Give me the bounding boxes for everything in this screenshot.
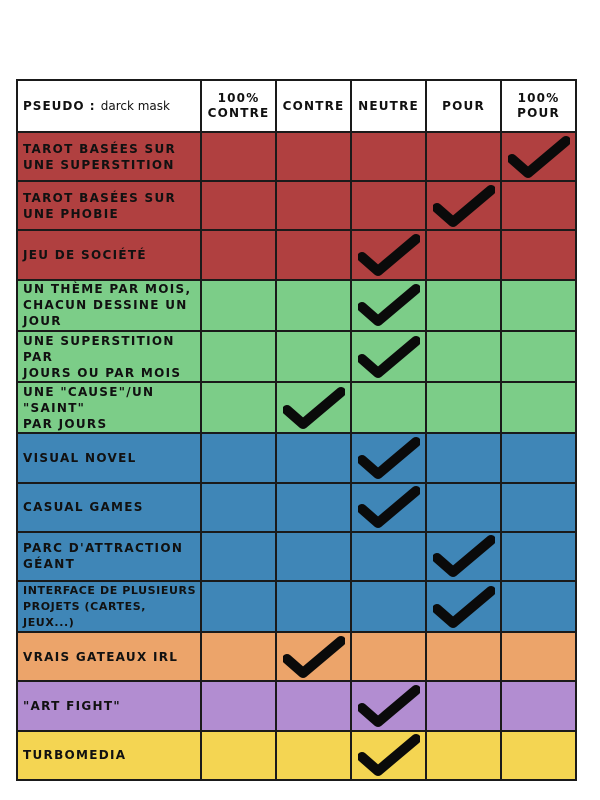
opinion-grid — [16, 79, 577, 781]
row-label — [17, 230, 201, 279]
row-label-line1: UNE SUPERSTITION PAR — [23, 333, 175, 364]
rating-cell[interactable] — [426, 382, 501, 433]
column-header-line1: 100% — [517, 91, 560, 105]
rating-cell[interactable] — [351, 382, 426, 433]
row-label — [17, 532, 201, 581]
rating-cell[interactable] — [201, 483, 276, 532]
table-row — [17, 132, 576, 181]
rating-cell[interactable] — [501, 433, 576, 482]
rating-cell[interactable] — [501, 731, 576, 780]
rating-cell[interactable] — [501, 483, 576, 532]
rating-cell[interactable] — [501, 632, 576, 681]
rating-cell[interactable] — [276, 230, 351, 279]
table-row — [17, 483, 576, 532]
rating-cell[interactable] — [351, 483, 426, 532]
rating-cell[interactable] — [351, 532, 426, 581]
table-row — [17, 681, 576, 730]
row-label — [17, 280, 201, 331]
checkmark-icon — [358, 335, 420, 379]
row-label-line1: TURBOMEDIA — [23, 748, 127, 763]
column-header-line1: POUR — [442, 98, 485, 113]
rating-cell[interactable] — [351, 280, 426, 331]
pseudo-value: darck mask — [100, 98, 170, 113]
row-label — [17, 331, 201, 382]
row-label — [17, 632, 201, 681]
table-row — [17, 632, 576, 681]
rating-cell[interactable] — [276, 483, 351, 532]
rating-cell[interactable] — [426, 483, 501, 532]
rating-cell[interactable] — [276, 632, 351, 681]
rating-cell[interactable] — [351, 681, 426, 730]
rating-cell[interactable] — [276, 280, 351, 331]
column-header-pour — [426, 80, 501, 132]
rating-cell[interactable] — [351, 632, 426, 681]
checkmark-icon — [283, 386, 345, 430]
row-label-line1: "ART FIGHT" — [23, 699, 121, 714]
rating-cell[interactable] — [201, 382, 276, 433]
row-label — [17, 681, 201, 730]
rating-cell[interactable] — [351, 331, 426, 382]
column-header-100-pour — [501, 80, 576, 132]
rating-cell[interactable] — [276, 132, 351, 181]
checkmark-icon — [358, 283, 420, 327]
table-row — [17, 230, 576, 279]
table-row — [17, 280, 576, 331]
pseudo-cell — [17, 80, 201, 132]
rating-cell[interactable] — [201, 681, 276, 730]
rating-cell[interactable] — [276, 433, 351, 482]
checkmark-icon — [283, 635, 345, 679]
row-label — [17, 731, 201, 780]
rating-cell[interactable] — [201, 433, 276, 482]
rating-cell[interactable] — [201, 280, 276, 331]
rating-cell[interactable] — [426, 681, 501, 730]
rating-cell[interactable] — [501, 230, 576, 279]
rating-cell[interactable] — [276, 681, 351, 730]
column-header-line2: POUR — [517, 106, 560, 120]
row-label-line1: TAROT BASÉES SUR — [23, 141, 177, 156]
row-label-line1: UNE "CAUSE"/UN "SAINT" — [23, 384, 155, 415]
rating-cell[interactable] — [351, 731, 426, 780]
row-label-line2: UNE PHOBIE — [23, 206, 120, 221]
row-label-line1: CASUAL GAMES — [23, 500, 144, 515]
rating-cell[interactable] — [501, 581, 576, 632]
table-row — [17, 532, 576, 581]
column-header-100-contre — [201, 80, 276, 132]
column-header-line1: NEUTRE — [358, 98, 419, 113]
rating-cell[interactable] — [351, 230, 426, 279]
rating-cell[interactable] — [351, 433, 426, 482]
rating-cell[interactable] — [426, 532, 501, 581]
row-label-line1: INTERFACE DE PLUSIEURS — [23, 583, 197, 597]
row-label-line2: PROJETS (CARTES, JEUX...) — [23, 599, 147, 629]
checkmark-icon — [358, 436, 420, 480]
table-row — [17, 433, 576, 482]
rating-cell[interactable] — [351, 132, 426, 181]
rating-cell[interactable] — [501, 382, 576, 433]
checkmark-icon — [358, 733, 420, 777]
checkmark-icon — [358, 485, 420, 529]
pseudo-label: PSEUDO : — [23, 98, 96, 113]
column-header-line2: CONTRE — [207, 106, 270, 120]
checkmark-icon — [358, 684, 420, 728]
row-label-line2: UNE SUPERSTITION — [23, 157, 175, 172]
rating-cell[interactable] — [201, 230, 276, 279]
rating-cell[interactable] — [426, 731, 501, 780]
rating-cell[interactable] — [276, 581, 351, 632]
rating-cell[interactable] — [201, 181, 276, 230]
rating-cell[interactable] — [426, 632, 501, 681]
row-label — [17, 382, 201, 433]
table-row — [17, 581, 576, 632]
table-row — [17, 731, 576, 780]
row-label-line2: PAR JOURS — [23, 416, 108, 431]
rating-cell[interactable] — [201, 532, 276, 581]
row-label-line1: VISUAL NOVEL — [23, 451, 137, 465]
column-header-line1: CONTRE — [282, 98, 345, 113]
rating-cell[interactable] — [351, 581, 426, 632]
table-row — [17, 382, 576, 433]
row-label-line1: PARC D'ATTRACTION — [23, 541, 184, 556]
row-label — [17, 132, 201, 181]
checkmark-icon — [358, 233, 420, 277]
rating-cell[interactable] — [201, 331, 276, 382]
column-header-neutre — [351, 80, 426, 132]
row-label — [17, 483, 201, 532]
rating-cell[interactable] — [426, 181, 501, 230]
header-row — [17, 80, 576, 132]
row-label-line2: JOURS OU PAR MOIS — [23, 365, 182, 380]
rating-cell[interactable] — [426, 433, 501, 482]
row-label-line2: CHACUN DESSINE UN JOUR — [23, 298, 188, 329]
rating-cell[interactable] — [501, 532, 576, 581]
rating-cell[interactable] — [276, 532, 351, 581]
rating-cell[interactable] — [426, 331, 501, 382]
rating-cell[interactable] — [276, 331, 351, 382]
row-label-line1: VRAIS GATEAUX IRL — [23, 649, 179, 664]
rating-cell[interactable] — [426, 132, 501, 181]
row-label — [17, 181, 201, 230]
rating-cell[interactable] — [426, 230, 501, 279]
rating-cell[interactable] — [501, 181, 576, 230]
row-label — [17, 433, 201, 482]
rating-cell[interactable] — [276, 731, 351, 780]
rating-cell[interactable] — [501, 280, 576, 331]
rating-cell[interactable] — [501, 681, 576, 730]
table-row — [17, 331, 576, 382]
checkmark-icon — [508, 135, 570, 179]
checkmark-icon — [433, 184, 495, 228]
rating-cell[interactable] — [201, 731, 276, 780]
rating-cell[interactable] — [426, 581, 501, 632]
row-label-line2: GÉANT — [23, 557, 76, 572]
column-header-contre — [276, 80, 351, 132]
checkmark-icon — [433, 534, 495, 578]
rating-cell[interactable] — [201, 581, 276, 632]
rating-cell[interactable] — [501, 132, 576, 181]
rating-cell[interactable] — [201, 632, 276, 681]
column-header-line1: 100% — [217, 91, 260, 105]
checkmark-icon — [433, 585, 495, 629]
rating-cell[interactable] — [426, 280, 501, 331]
row-label-line1: UN THÈME PAR MOIS, — [23, 282, 192, 297]
rating-cell[interactable] — [276, 382, 351, 433]
rating-cell[interactable] — [501, 331, 576, 382]
rating-cell[interactable] — [351, 181, 426, 230]
rating-cell[interactable] — [276, 181, 351, 230]
rating-cell[interactable] — [201, 132, 276, 181]
row-label-line1: JEU DE SOCIÉTÉ — [23, 248, 147, 262]
row-label — [17, 581, 201, 632]
table-row — [17, 181, 576, 230]
row-label-line1: TAROT BASÉES SUR — [23, 190, 177, 205]
